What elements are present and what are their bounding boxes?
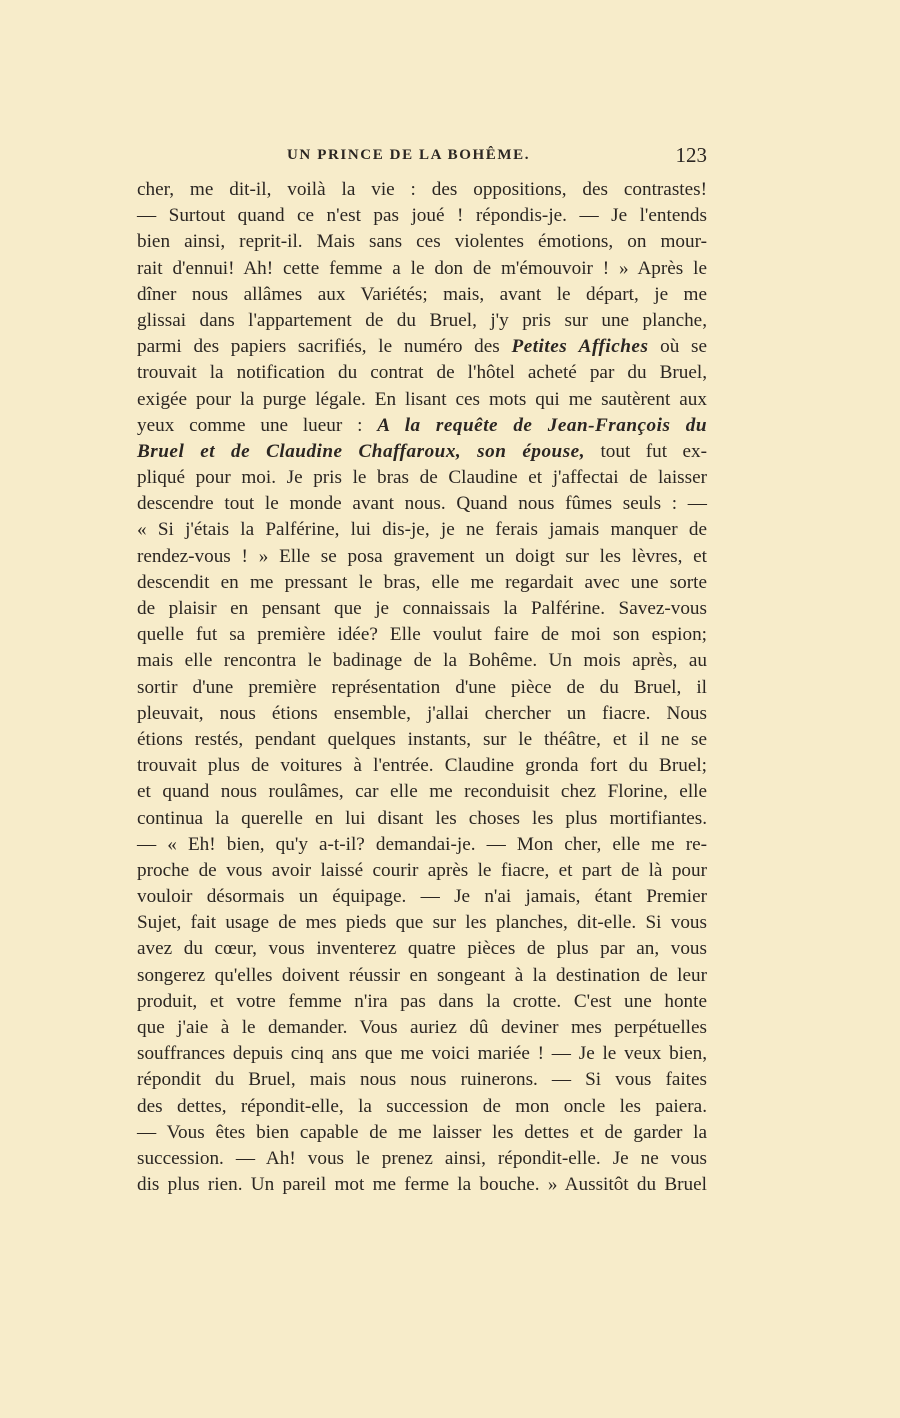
text-segment: sortir d'une première représentation d'une pièce de du Bruel, il <box>137 676 707 698</box>
text-segment: rait d'ennui! Ah! cette femme a le don de m'émouvoir ! » Après le <box>137 257 707 279</box>
text-line <box>137 413 707 439</box>
text-segment: trouvait plus de voitures à l'entrée. Claudine gronda fort du Bruel; <box>137 755 707 777</box>
text-line <box>137 963 707 989</box>
text-segment: où se <box>648 336 708 358</box>
text-segment: et quand nous roulâmes, car elle me reconduisit chez Florine, elle <box>137 781 707 803</box>
text-line <box>137 648 707 674</box>
text-line <box>137 1120 707 1146</box>
text-line <box>137 832 707 858</box>
text-segment: succession. — Ah! vous le prenez ainsi, répondit-elle. Je ne vous <box>137 1147 707 1169</box>
italic-text: Bruel et de Claudine Chaffaroux, son épouse, <box>137 440 585 462</box>
text-line <box>137 1172 707 1198</box>
text-segment: continua la querelle en lui disant les choses les plus mortifiantes. <box>137 807 707 829</box>
text-segment: rendez-vous ! » Elle se posa gravement un doigt sur les lèvres, et <box>137 545 707 567</box>
text-segment: étions restés, pendant quelques instants, sur le théâtre, et il ne se <box>137 728 707 750</box>
text-segment: des dettes, répondit-elle, la succession de mon oncle les paiera. <box>137 1095 707 1117</box>
text-segment: produit, et votre femme n'ira pas dans la crotte. C'est une honte <box>137 990 707 1012</box>
text-line <box>137 387 707 413</box>
text-segment: répondit du Bruel, mais nous nous ruinerons. — Si vous faites <box>137 1069 707 1091</box>
text-line <box>137 806 707 832</box>
text-line <box>137 177 707 203</box>
text-line <box>137 779 707 805</box>
text-segment: parmi des papiers sacrifiés, le numéro des <box>137 336 512 358</box>
text-line <box>137 1067 707 1093</box>
text-line <box>137 596 707 622</box>
text-line <box>137 360 707 386</box>
text-segment: — « Eh! bien, qu'y a-t-il? demandai-je. — Mon cher, elle me re- <box>137 833 707 855</box>
text-segment: pleuvait, nous étions ensemble, j'allai chercher un fiacre. Nous <box>137 702 707 724</box>
text-line <box>137 989 707 1015</box>
text-line <box>137 622 707 648</box>
text-line <box>137 491 707 517</box>
text-line <box>137 701 707 727</box>
text-segment: trouvait la notification du contrat de l'hôtel acheté par du Bruel, <box>137 362 707 384</box>
text-segment: de plaisir en pensant que je connaissais la Palférine. Savez-vous <box>137 598 707 619</box>
text-line <box>137 884 707 910</box>
text-segment: « Si j'étais la Palférine, lui dis-je, je ne ferais jamais manquer de <box>137 519 707 541</box>
text-segment: dis plus rien. Un pareil mot me ferme la bouche. » Aussitôt du Bruel <box>137 1174 707 1196</box>
text-line <box>137 570 707 596</box>
text-line <box>137 465 707 491</box>
text-line <box>137 308 707 334</box>
text-line <box>137 1146 707 1172</box>
text-segment: souffrances depuis cinq ans que me voici mariée ! — Je le veux bien, <box>137 1043 707 1065</box>
text-line <box>137 229 707 255</box>
text-segment: songerez qu'elles doivent réussir en songeant à la destination de leur <box>137 964 707 986</box>
text-line <box>137 753 707 779</box>
text-segment: quelle fut sa première idée? Elle voulut faire de moi son espion; <box>137 624 707 646</box>
text-line <box>137 517 707 543</box>
text-segment: mais elle rencontra le badinage de la Bohême. Un mois après, au <box>137 650 707 672</box>
text-segment: glissai dans l'appartement de du Bruel, j'y pris sur une planche, <box>137 309 707 331</box>
text-line <box>137 858 707 884</box>
text-line <box>137 727 707 753</box>
text-line <box>137 203 707 229</box>
text-segment: — Surtout quand ce n'est pas joué ! répondis-je. — Je l'entends <box>137 205 707 227</box>
text-segment: proche de vous avoir laissé courir après le fiacre, et part de là pour <box>137 859 707 881</box>
text-segment: vouloir désormais un équipage. — Je n'ai jamais, étant Premier <box>137 886 707 908</box>
body-text <box>137 177 707 1198</box>
text-segment: tout fut ex- <box>585 440 707 462</box>
page-number: 123 <box>675 143 707 167</box>
text-segment: descendre tout le monde avant nous. Quand nous fûmes seuls : — <box>137 493 707 515</box>
text-line <box>137 936 707 962</box>
text-segment: yeux comme une lueur : <box>137 414 378 436</box>
text-line <box>137 439 707 465</box>
text-line <box>137 1094 707 1120</box>
text-line <box>137 334 707 360</box>
text-segment: que j'aie à le demander. Vous auriez dû deviner mes perpétuelles <box>137 1017 707 1038</box>
text-line <box>137 1041 707 1067</box>
text-segment: Sujet, fait usage de mes pieds que sur les planches, dit-elle. Si vous <box>137 912 707 934</box>
text-line <box>137 544 707 570</box>
running-title: UN PRINCE DE LA BOHÊME. <box>287 147 531 163</box>
text-segment: dîner nous allâmes aux Variétés; mais, avant le départ, je me <box>137 283 707 305</box>
text-segment: — Vous êtes bien capable de me laisser les dettes et de garder la <box>137 1121 707 1143</box>
text-line <box>137 1015 707 1041</box>
text-line <box>137 675 707 701</box>
text-line <box>137 910 707 936</box>
text-segment: avez du cœur, vous inventerez quatre pièces de plus par an, vous <box>137 938 707 960</box>
text-segment: descendit en me pressant le bras, elle me regardait avec une sorte <box>137 571 707 593</box>
page-header <box>137 143 707 169</box>
text-segment: bien ainsi, reprit-il. Mais sans ces violentes émotions, on mour- <box>137 231 707 253</box>
text-segment: exigée pour la purge légale. En lisant ces mots qui me sautèrent aux <box>137 388 707 410</box>
text-line <box>137 256 707 282</box>
text-segment: pliqué pour moi. Je pris le bras de Claudine et j'affectai de laisser <box>137 467 707 489</box>
italic-text: Petites Affiches <box>511 336 649 358</box>
text-segment: cher, me dit-il, voilà la vie : des oppositions, des contrastes! <box>137 179 707 200</box>
text-line <box>137 282 707 308</box>
italic-text: A la requête de Jean-François du <box>377 414 707 436</box>
